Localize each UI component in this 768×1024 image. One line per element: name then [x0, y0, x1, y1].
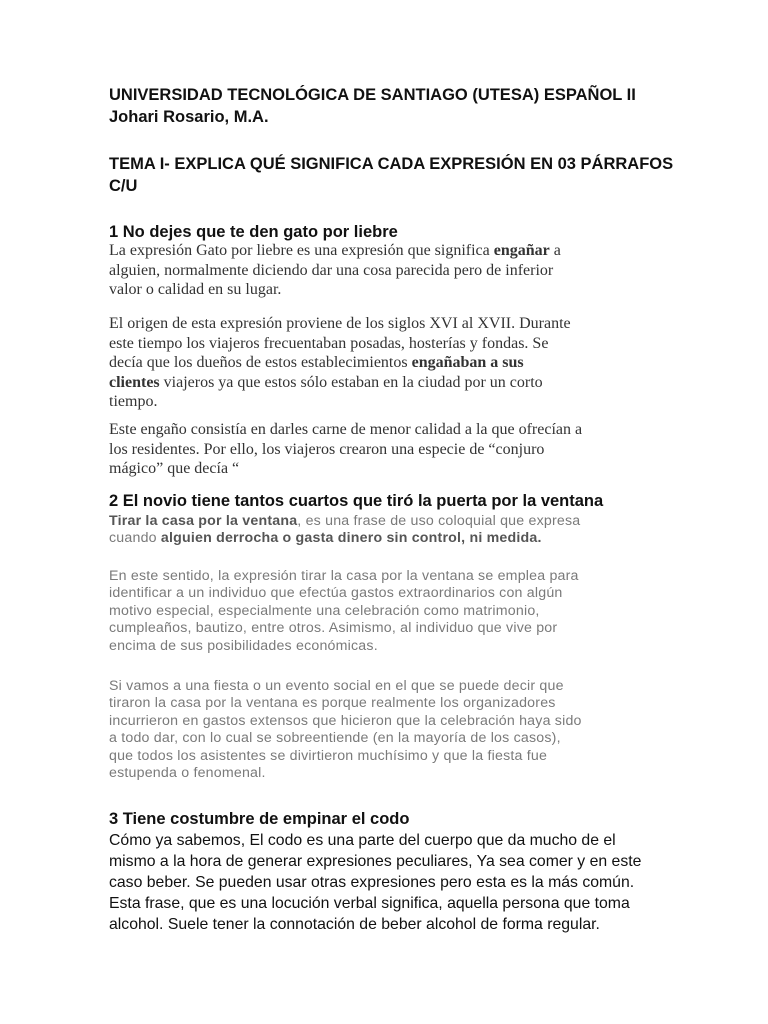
text-run: decía que los dueños de estos establecimientos [109, 354, 412, 371]
section-1-heading: 1 No dejes que te den gato por liebre [109, 223, 398, 241]
text-run: viajeros ya que estos sólo estaban en la ciudad por un corto [159, 373, 543, 391]
text-line: incurrieron en gastos extensos que hicieron que la celebración haya sido [109, 712, 582, 729]
text-line: Cómo ya sabemos, El codo es una parte del cuerpo que da mucho de el [109, 832, 616, 849]
text-line: El origen de esta expresión proviene de los siglos XVI al XVII. Durante [109, 315, 571, 332]
document-header [109, 84, 636, 128]
text-run: a [549, 242, 561, 259]
emphasis-text: engañar [493, 242, 550, 259]
section-2-paragraph-1 [109, 513, 580, 548]
text-line: estupenda o fenomenal. [109, 765, 266, 782]
text-line: a todo dar, con lo cual se sobreentiende (en la mayoría de los casos), [109, 730, 561, 747]
text-line [109, 530, 580, 547]
text-line: identificar a un individuo que efectúa gastos extraordinarios con algún [109, 585, 563, 602]
section-2-heading: 2 El novio tiene tantos cuartos que tiró la puerta por la ventana [109, 492, 604, 510]
text-line: Si vamos a una fiesta o un evento social en el que se puede decir que [109, 678, 564, 694]
assignment-title-line2: C/U [109, 177, 138, 195]
text-line: cumpleaños, bautizo, entre otros. Asimismo, al individuo que vive por [109, 620, 558, 637]
section-1-paragraph-1 [109, 241, 561, 300]
text-line: Esta frase, que es una locución verbal significa, aquella persona que toma [109, 895, 630, 912]
assignment-title [109, 153, 673, 197]
text-line: motivo especial, especialmente una celebración como matrimonio, [109, 602, 540, 619]
text-line: alcohol. Suele tener la connotación de beber alcohol de forma regular. [109, 916, 600, 933]
emphasis-text: alguien derrocha o gasta dinero sin control, ni medida. [160, 530, 542, 547]
text-line [109, 241, 561, 261]
emphasis-text: engañaban a sus [411, 354, 524, 371]
section-2-paragraph-2 [109, 568, 579, 655]
text-line [109, 353, 571, 373]
text-run: La expresión Gato por liebre es una expresión que significa [109, 242, 494, 259]
text-line: encima de sus posibilidades económicas. [109, 637, 378, 654]
text-line: mágico” que decía “ [109, 460, 240, 477]
text-run: cuando [109, 530, 161, 547]
text-line: tiempo. [109, 393, 158, 410]
text-line: tiraron la casa por la ventana es porque realmente los organizadores [109, 695, 556, 712]
university-title: UNIVERSIDAD TECNOLÓGICA DE SANTIAGO (UTESA) ESPAÑOL II [109, 86, 636, 104]
section-3-heading: 3 Tiene costumbre de empinar el codo [109, 810, 410, 828]
text-line [109, 513, 580, 530]
professor-name: Johari Rosario, M.A. [109, 108, 269, 126]
emphasis-text: clientes [109, 373, 160, 391]
assignment-title-line1: TEMA I- EXPLICA QUÉ SIGNIFICA CADA EXPRESIÓN EN 03 PÁRRAFOS [109, 155, 674, 173]
section-3-paragraph-1 [109, 830, 641, 935]
emphasis-text: Tirar la casa por la ventana [109, 513, 298, 529]
text-line: caso beber. Se pueden usar otras expresiones pero esta es la más común. [109, 874, 635, 891]
text-line: valor o calidad en su lugar. [109, 281, 282, 298]
text-line: Este engaño consistía en darles carne de menor calidad a la que ofrecían a [109, 421, 583, 438]
text-line [109, 373, 571, 393]
section-1-paragraph-2 [109, 314, 571, 412]
text-line: este tiempo los viajeros frecuentaban posadas, hosterías y fondas. Se [109, 334, 549, 352]
text-line: mismo a la hora de generar expresiones peculiares, Ya sea comer y en este [109, 853, 642, 870]
text-run: , es una frase de uso coloquial que expresa [297, 513, 581, 529]
text-line: alguien, normalmente diciendo dar una cosa parecida pero de inferior [109, 261, 554, 279]
text-line: que todos los asistentes se divirtieron muchísimo y que la fiesta fue [109, 747, 548, 764]
section-1-paragraph-3 [109, 420, 582, 479]
text-line: los residentes. Por ello, los viajeros crearon una especie de “conjuro [109, 440, 545, 458]
text-line: En este sentido, la expresión tirar la casa por la ventana se emplea para [109, 568, 579, 584]
section-2-paragraph-3 [109, 678, 582, 782]
